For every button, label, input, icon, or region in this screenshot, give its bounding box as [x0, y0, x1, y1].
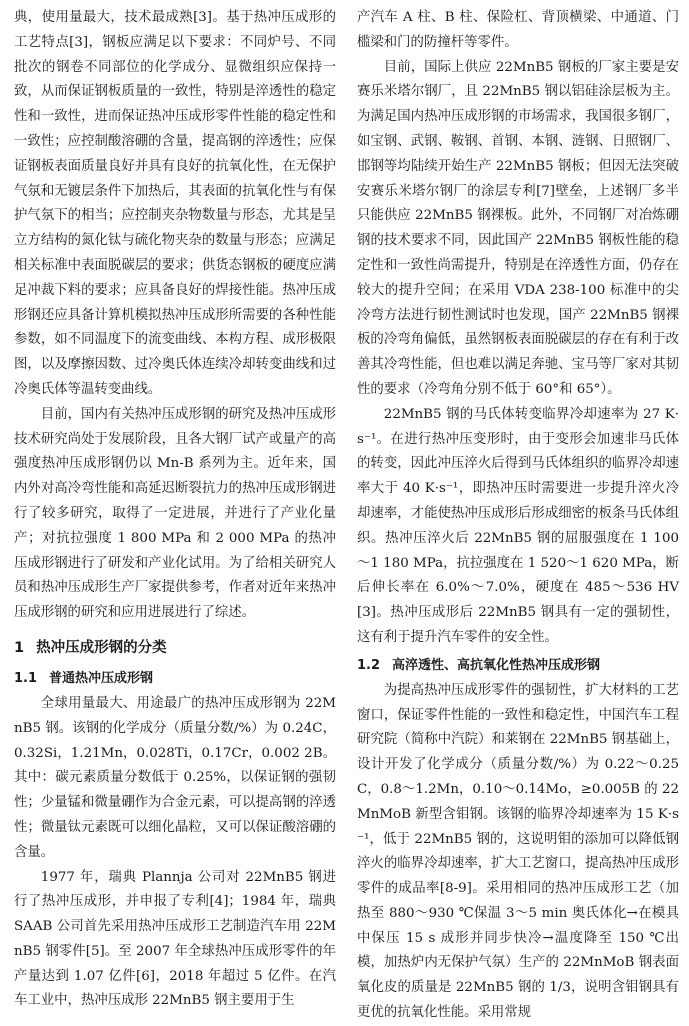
section-heading	[14, 636, 336, 660]
paragraph: 22MnB5 钢的马氏体转变临界冷却速率为 27 K·s⁻¹。在进行热冲压变形时，由于变形会加速非马氏体的转变，因此冲压淬火后得到马氏体组织的临界冷却速率大于 40 K·s⁻¹，即热冲压时需要进一步提升淬火冷却速率，才能使热冲压成形后形成细密的板条马氏体组织。热冲压淬火后 22MnB5 钢的屈服强度在 1 100～1 180 MPa，抗拉强度在 1 520～1 620 MPa，断后伸长率在 6.0%～7.0%，硬度在 485～536 HV[3]。热冲压成形后 22MnB5 钢具有一定的强韧性，这有利于提升汽车零件的安全性。	[357, 406, 679, 645]
subsection-heading	[14, 668, 336, 690]
section-title: 热冲压成形钢的分类	[36, 639, 167, 656]
left-column	[14, 6, 336, 1014]
paragraph: 目前，国际上供应 22MnB5 钢板的厂家主要是安赛乐米塔尔钢厂，且 22MnB5 钢以铝硅涂层板为主。为满足国内热冲压成形钢的市场需求，我国很多钢厂，如宝钢、武钢、鞍钢、首钢、本钢、涟钢、日照钢厂、邯钢等均陆续开始生产 22MnB5 钢板；但因无法突破安赛乐米塔尔钢厂的涂层专利[7]壁垒，上述钢厂多半只能供应 22MnB5 钢裸板。此外，不同钢厂对冶炼硼钢的技术要求不同，因此国产 22MnB5 钢板性能的稳定性和一致性尚需提升，特别是在淬透性方面，仍存在较大的提升空间；在采用 VDA 238-100 标准中的尖冷弯方法进行韧性测试时也发现，国产 22MnB5 钢裸板的冷弯角偏低，虽然钢板表面脱碳层的存在有利于改善其冷弯性能，但也难以满足奔驰、宝马等厂家对其韧性的要求（冷弯角分别不低于 60°和 65°）。	[357, 59, 679, 397]
section-number: 1	[14, 639, 25, 656]
subsection-title: 普通热冲压成形钢	[49, 670, 154, 686]
paragraph: 1977 年，瑞典 Plannja 公司对 22MnB5 钢进行了热冲压成形，并申报了专利[4]；1984 年，瑞典 SAAB 公司首先采用热冲压成形工艺制造汽车用 22MnB5 钢零件[5]。至 2007 年全球热冲压成形零件的年产量达到 1.07 亿件[6]，2018 年超过 5 亿件。在汽车工业中，热冲压成形 22MnB5 钢主要用于生	[14, 869, 336, 1009]
subsection-heading	[357, 655, 679, 677]
subsection-number: 1.1	[14, 670, 38, 686]
paragraph: 全球用量最大、用途最广的热冲压成形钢为 22MnB5 钢。该钢的化学成分（质量分数/%）为 0.24C，0.32Si，1.21Mn，0.028Ti，0.17Cr，0.002 2B。其中：碳元素质量分数低于 0.25%，以保证钢的强韧性；少量锰和微量硼作为合金元素，可以提高钢的淬透性；微量钛元素既可以细化晶粒，又可以保证酸溶硼的含量。	[14, 695, 336, 860]
paragraph: 产汽车 A 柱、B 柱、保险杠、背顶横梁、中通道、门槛梁和门的防撞杆等零件。	[357, 10, 679, 50]
subsection-number: 1.2	[357, 657, 381, 673]
paragraph: 典，使用量最大，技术最成熟[3]。基于热冲压成形的工艺特点[3]，钢板应满足以下要求：不同炉号、不同批次的钢卷不同部位的化学成分、显微组织应保持一致，从而保证钢板质量的一致性，特别是淬透性的稳定性和一致性，进而保证热冲压成形零件性能的稳定性和一致性；应控制酸溶硼的含量，提高钢的淬透性；应保证钢板表面质量良好并具有良好的抗氧化性，在无保护气氛和无镀层条件下加热后，其表面的抗氧化性与有保护气氛下的相当；应控制夹杂物数量与形态，尤其是呈立方结构的氮化钛与硫化物夹杂的数量与形态；应满足相关标准中表面脱碳层的要求；供货态钢板的硬度应满足冲裁下料的要求；应具备良好的焊接性能。热冲压成形钢还应具备计算机模拟热冲压成形所需要的各种性能参数，如不同温度下的流变曲线、本构方程、成形极限图，以及摩擦因数、过冷奥氏体连续冷却转变曲线和过冷奥氏体等温转变曲线。	[14, 10, 336, 397]
paragraph: 目前，国内有关热冲压成形钢的研究及热冲压成形技术研究尚处于发展阶段，且各大钢厂试产或量产的高强度热冲压成形钢仍以 Mn-B 系列为主。近年来，国内外对高冷弯性能和高延迟断裂抗力的热冲压成形钢进行了较多研究，取得了一定进展，并进行了产业化量产；对抗拉强度 1 800 MPa 和 2 000 MPa 的热冲压成形钢进行了研发和产业化试用。为了给相关研究人员和热冲压成形生产厂家提供参考，作者对近年来热冲压成形钢的研究和应用进展进行了综述。	[14, 406, 336, 621]
paragraph: 为提高热冲压成形零件的强韧性，扩大材料的工艺窗口，保证零件性能的一致性和稳定性，中国汽车工程研究院（简称中汽院）和莱钢在 22MnB5 钢基础上，设计开发了化学成分（质量分数/%）为 0.22～0.25C，0.8～1.2Mn，0.10～0.14Mo，≥0.005B 的 22MnMoB 新型含钼钢。该钢的临界冷却速率为 15 K·s⁻¹，低于 22MnB5 钢的，这说明钼的添加可以降低钢淬火的临界冷却速率，扩大工艺窗口，提高热冲压成形零件的成品率[8-9]。采用相同的热冲压成形工艺（加热至 880～930 ℃保温 3～5 min 奥氏体化→在模具中保压 15 s 成形并同步快冷→温度降至 150 ℃出模，加热炉内无保护气氛）生产的 22MnMoB 钢表面氧化皮的质量是 22MnB5 钢的 1/3，说明含钼钢具有更优的抗氧化性能。采用常规	[357, 682, 679, 1021]
right-column	[357, 6, 679, 1026]
subsection-title: 高淬透性、高抗氧化性热冲压成形钢	[392, 657, 601, 673]
